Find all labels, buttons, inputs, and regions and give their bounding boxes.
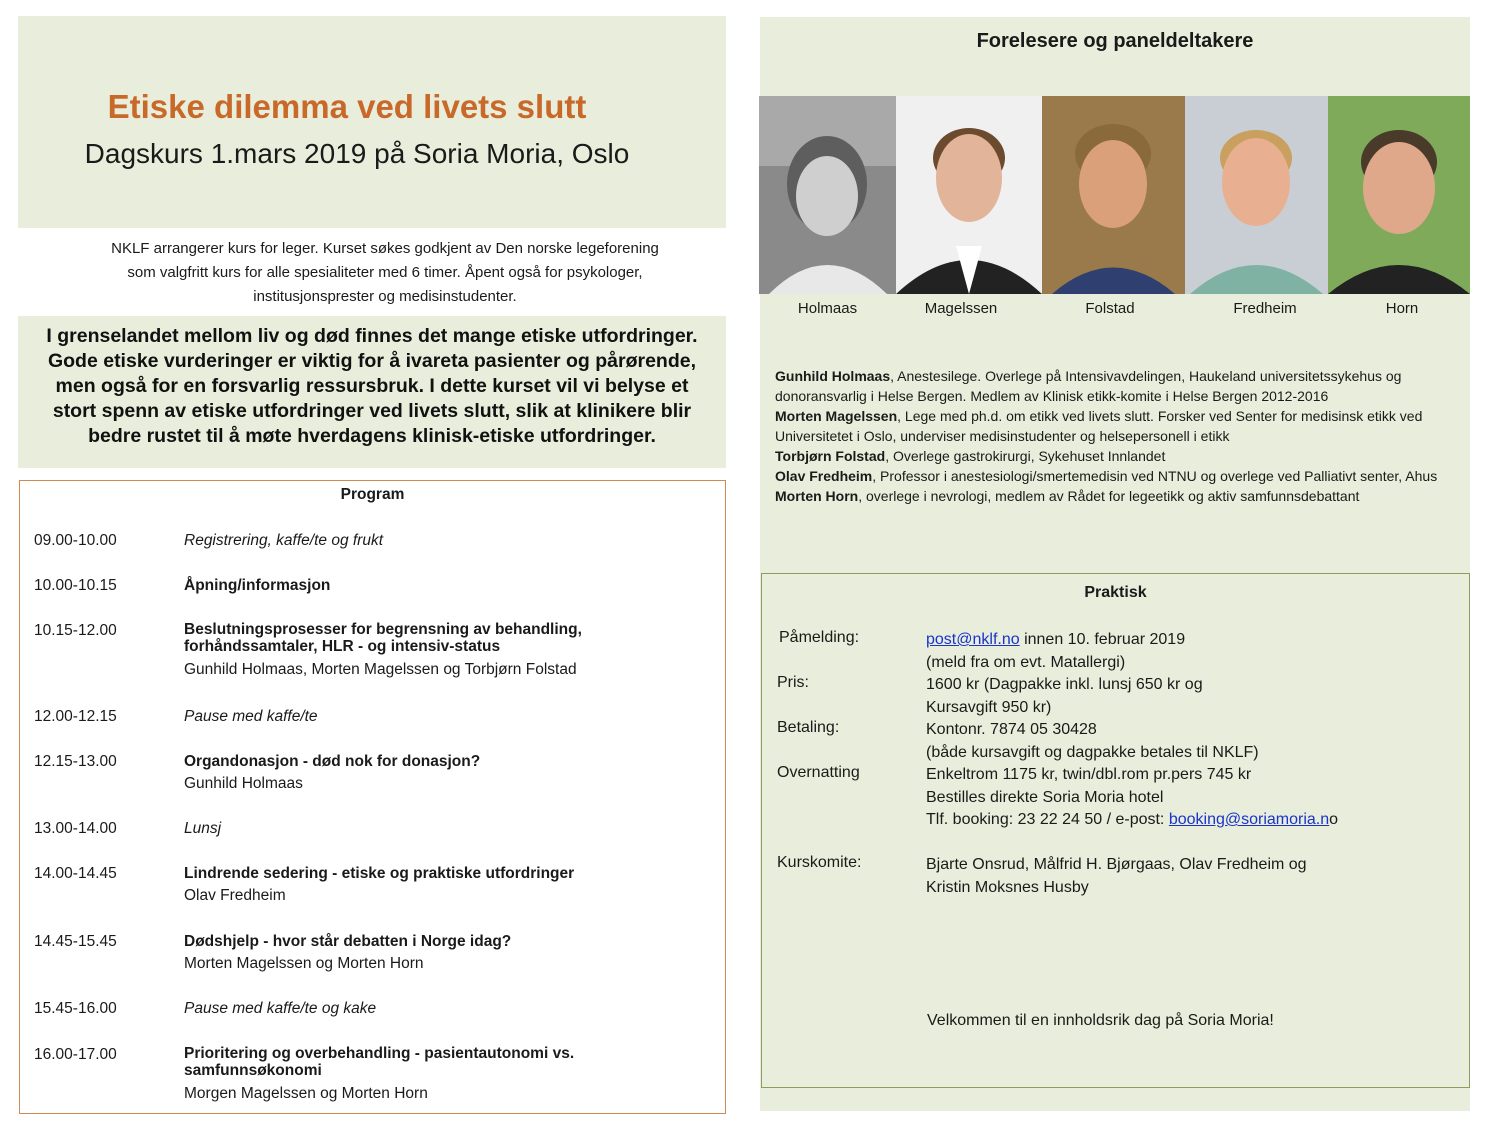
overnatting-value <box>926 764 1466 832</box>
speaker-name: Horn <box>1385 300 1419 317</box>
bio-name: Gunhild Holmaas <box>775 368 891 384</box>
pamelding-email-link[interactable]: post@nklf.no <box>926 631 1020 648</box>
program-time: 10.15-12.00 <box>34 622 117 639</box>
speaker-name: Fredheim <box>1233 300 1297 317</box>
bio-item <box>775 446 1463 466</box>
kurskomite-value <box>926 854 1466 899</box>
bio-text: , Lege med ph.d. om etikk ved livets slutt. Forsker ved Senter for medisinsk etikk ved Universitetet i Oslo, underviser medisinstudenter og helsepersonell i etikk <box>775 408 1423 444</box>
speaker-photo-folstad <box>1042 96 1185 294</box>
speaker-name: Holmaas <box>797 300 858 317</box>
program-title: Program <box>340 486 405 503</box>
program-item-title: Dødshjelp - hvor står debatten i Norge idag? <box>184 933 512 950</box>
bio-text: , Overlege gastrokirurgi, Sykehuset Innlandet <box>885 448 1166 464</box>
bio-item <box>775 466 1463 486</box>
betaling-label: Betaling: <box>777 719 840 736</box>
program-time: 10.00-10.15 <box>34 577 117 594</box>
highlight-line: Gode etiske vurderinger er viktig for å ivareta pasienter og pårørende, <box>47 350 697 372</box>
program-item-title: Organdonasjon - død nok for donasjon? <box>184 753 481 770</box>
kurskomite-label: Kurskomite: <box>777 854 862 871</box>
program-time: 16.00-17.00 <box>34 1046 117 1063</box>
speaker-photo-holmaas <box>759 96 896 294</box>
program-speaker: Olav Fredheim <box>184 887 286 904</box>
bio-text: , Anestesilege. Overlege på Intensivavdelingen, Haukeland universitetssykehus og donoransvarlig i Helse Bergen. Medlem av Klinisk etikk-komite i Helse Bergen 2012-2016 <box>775 368 1402 404</box>
intro-line: NKLF arrangerer kurs for leger. Kurset søkes godkjent av Den norske legeforening <box>111 240 659 257</box>
booking-email-tail: o <box>1329 811 1339 828</box>
betaling-value <box>926 719 1466 764</box>
highlight-line: stort spenn av etiske utfordringer ved livets slutt, slik at klinikere blir <box>52 400 692 422</box>
bio-name: Torbjørn Folstad <box>775 448 886 464</box>
pris-label: Pris: <box>777 674 809 691</box>
kurskomite-line: Kristin Moksnes Husby <box>926 878 1089 896</box>
bio-name: Morten Horn <box>775 488 859 504</box>
highlight-line: I grenselandet mellom liv og død finnes det mange etiske utfordringer. <box>46 325 698 347</box>
speaker-name: Magelssen <box>924 300 998 317</box>
bio-item <box>775 366 1463 406</box>
bio-name: Olav Fredheim <box>775 468 873 484</box>
highlight-line: bedre rustet til å møte hverdagens klinisk-etiske utfordringer. <box>88 425 656 447</box>
program-speaker: Gunhild Holmaas, Morten Magelssen og Torbjørn Folstad <box>184 661 577 678</box>
pris-line: 1600 kr (Dagpakke inkl. lunsj 650 kr og <box>926 676 1203 693</box>
highlight-box <box>18 316 726 468</box>
program-item-title: Registrering, kaffe/te og frukt <box>184 532 384 549</box>
bio-item <box>775 406 1463 446</box>
program-item-title: Åpning/informasjon <box>184 577 331 594</box>
booking-email-link[interactable]: booking@soriamoria.n <box>1168 811 1330 828</box>
program-item-title: Lindrende sedering - etiske og praktiske utfordringer <box>184 865 575 882</box>
praktisk-title: Praktisk <box>1084 584 1147 601</box>
betaling-line: (både kursavgift og dagpakke betales til NKLF) <box>926 743 1259 761</box>
program-time: 12.15-13.00 <box>34 753 117 770</box>
highlight-line: men også for en forsvarlig ressursbruk. I dette kurset vil vi belyse et <box>55 375 689 397</box>
program-time: 13.00-14.00 <box>34 820 117 837</box>
page-subtitle: Dagskurs 1.mars 2019 på Soria Moria, Oslo <box>84 138 630 169</box>
bio-text: , Professor i anestesiologi/smertemedisin ved NTNU og overlege ved Palliativt senter, Ahus <box>872 468 1438 484</box>
pamelding-value <box>926 629 1466 674</box>
program-time: 09.00-10.00 <box>34 532 117 549</box>
overnatting-label: Overnatting <box>777 764 860 781</box>
bio-name: Morten Magelssen <box>775 408 898 424</box>
speaker-photo-fredheim <box>1185 96 1328 294</box>
pamelding-note: (meld fra om evt. Matallergi) <box>926 653 1126 671</box>
speaker-bios <box>775 366 1463 506</box>
intro-line: som valgfritt kurs for alle spesialiteter med 6 timer. Åpent også for psykologer, <box>127 264 643 281</box>
speaker-photo-magelssen <box>896 96 1042 294</box>
betaling-line: Kontonr. 7874 05 30428 <box>926 721 1097 738</box>
intro-line: institusjonsprester og medisinstudenter. <box>253 288 517 305</box>
pris-value <box>926 674 1466 719</box>
pamelding-text: innen 10. februar 2019 <box>1019 631 1186 648</box>
speakers-title: Forelesere og paneldeltakere <box>976 30 1254 52</box>
program-item-title: Pause med kaffe/te <box>184 708 318 725</box>
bio-text: , overlege i nevrologi, medlem av Rådet for legeetikk og aktiv samfunnsdebattant <box>858 488 1360 504</box>
program-item-title: Prioritering og overbehandling - pasientautonomi vs. samfunnsøkonomi <box>184 1045 575 1079</box>
overnatting-line: Bestilles direkte Soria Moria hotel <box>926 788 1164 806</box>
overnatting-line: Enkeltrom 1175 kr, twin/dbl.rom pr.pers 745 kr <box>926 766 1252 783</box>
page-title: Etiske dilemma ved livets slutt <box>107 88 587 125</box>
bio-item <box>775 486 1463 506</box>
program-time: 12.00-12.15 <box>34 708 117 725</box>
program-speaker: Gunhild Holmaas <box>184 775 303 792</box>
overnatting-line: Tlf. booking: 23 22 24 50 / e-post: <box>926 811 1169 828</box>
program-item-title: Beslutningsprosesser for begrensning av behandling, forhåndssamtaler, HLR - og intensiv-status <box>184 621 582 655</box>
program-time: 14.00-14.45 <box>34 865 117 882</box>
program-time: 15.45-16.00 <box>34 1000 117 1017</box>
welcome-text: Velkommen til en innholdsrik dag på Soria Moria! <box>927 1012 1274 1029</box>
speaker-name: Folstad <box>1085 300 1135 317</box>
pamelding-label: Påmelding: <box>779 629 860 646</box>
program-speaker: Morten Magelssen og Morten Horn <box>184 955 424 972</box>
program-time: 14.45-15.45 <box>34 933 117 950</box>
program-speaker: Morgen Magelssen og Morten Horn <box>184 1085 428 1102</box>
kurskomite-line: Bjarte Onsrud, Målfrid H. Bjørgaas, Olav Fredheim og <box>926 856 1307 873</box>
speaker-photo-horn <box>1328 96 1470 294</box>
pris-line: Kursavgift 950 kr) <box>926 698 1052 716</box>
program-item-title: Pause med kaffe/te og kake <box>184 1000 377 1017</box>
intro-text <box>40 237 730 309</box>
program-item-title: Lunsj <box>184 820 222 837</box>
